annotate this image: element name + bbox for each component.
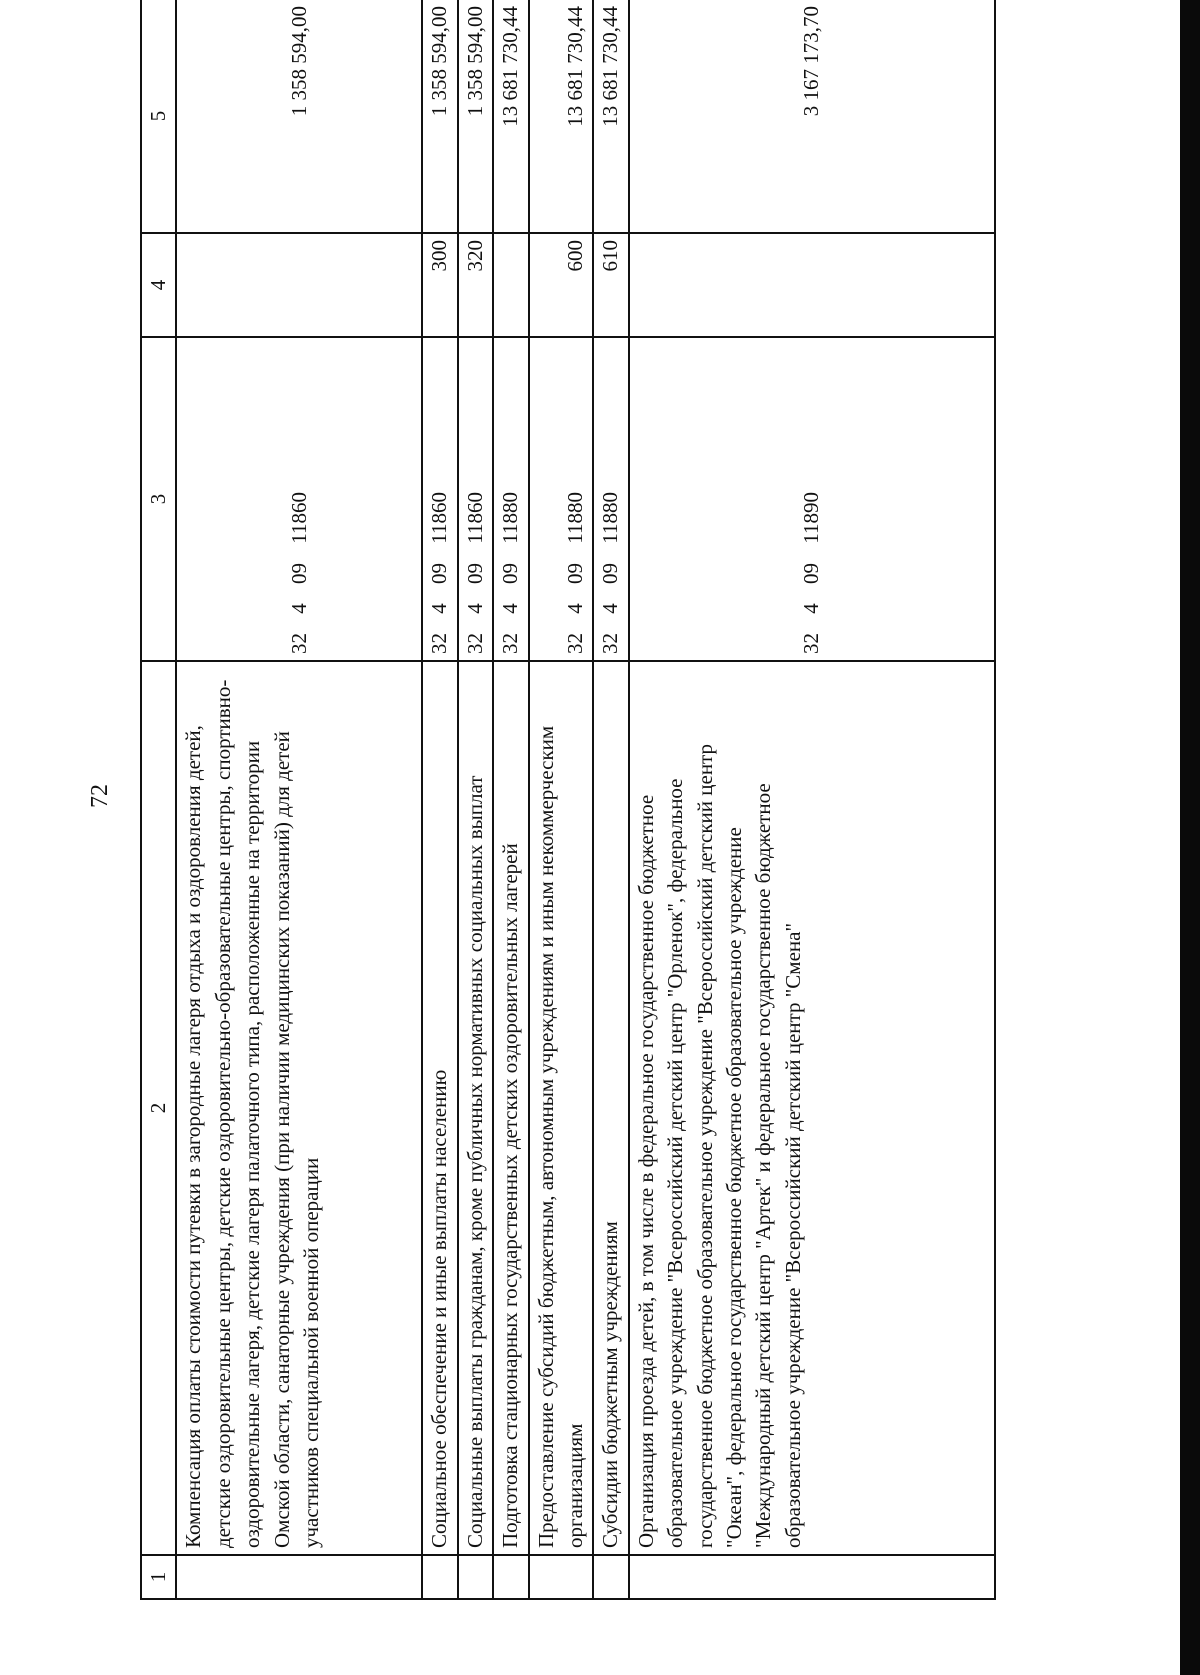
row-description: Социальные выплаты гражданам, кроме публичных нормативных социальных выплат <box>458 661 493 1555</box>
row-code: 32 4 09 11860 <box>422 337 457 661</box>
row-code: 32 4 09 11880 <box>529 337 594 661</box>
row-code: 32 4 09 11880 <box>593 337 628 661</box>
scan-edge-bar <box>1180 0 1200 1675</box>
row-amount: 1 358 594,00 <box>422 0 457 233</box>
row-num-cell <box>422 1555 457 1599</box>
row-expense-type: 610 <box>593 233 628 337</box>
row-expense-type <box>493 233 528 337</box>
table-row <box>458 0 493 1599</box>
row-amount: 13 681 730,44 <box>493 0 528 233</box>
row-code: 32 4 09 11890 <box>629 337 995 661</box>
table-row <box>593 0 628 1599</box>
row-expense-type: 320 <box>458 233 493 337</box>
header-col-2: 2 <box>141 661 176 1555</box>
row-expense-type <box>629 233 995 337</box>
row-num-cell <box>176 1555 422 1599</box>
row-description: Компенсация оплаты стоимости путевки в загородные лагеря отдыха и оздоровления детей, детские оздоровительные центры, детские оздоровительно-образовательные центры, спортивно-оздоровительные лагеря, детские лагеря палаточного типа, расположенные на территории Омской области, санаторные учреждения (при наличии медицинских показаний) для детей участников специальной военной операции <box>176 661 422 1555</box>
row-description: Организация проезда детей, в том числе в федеральное государственное бюджетное образовательное учреждение "Всероссийский детский центр "Орленок", федеральное государственное бюджетное образовательное учреждение "Всероссийский детский центр "Океан", федеральное государственное бюджетное образовательное учреждение "Международный детский центр "Артек" и федеральное государственное бюджетное образовательное учреждение "Всероссийский детский центр "Смена" <box>629 661 995 1555</box>
row-amount: 1 358 594,00 <box>458 0 493 233</box>
row-code: 32 4 09 11880 <box>493 337 528 661</box>
header-col-1: 1 <box>141 1555 176 1599</box>
table-row <box>493 0 528 1599</box>
row-description: Подготовка стационарных государственных детских оздоровительных лагерей <box>493 661 528 1555</box>
row-description: Социальное обеспечение и иные выплаты населению <box>422 661 457 1555</box>
row-num-cell <box>593 1555 628 1599</box>
header-col-4: 4 <box>141 233 176 337</box>
row-amount: 3 167 173,70 <box>629 0 995 233</box>
row-num-cell <box>529 1555 594 1599</box>
row-expense-type: 600 <box>529 233 594 337</box>
header-col-3: 3 <box>141 337 176 661</box>
row-expense-type <box>176 233 422 337</box>
budget-table <box>140 0 996 1600</box>
table-header-row <box>141 0 176 1599</box>
budget-table-rotated <box>140 6 1155 1600</box>
row-num-cell <box>629 1555 995 1599</box>
row-description: Предоставление субсидий бюджетным, автономным учреждениям и иным некоммерческим организациям <box>529 661 594 1555</box>
row-code: 32 4 09 11860 <box>176 337 422 661</box>
table-row <box>529 0 594 1599</box>
row-amount: 13 681 730,44 <box>529 0 594 233</box>
row-expense-type: 300 <box>422 233 457 337</box>
row-amount: 13 681 730,44 <box>593 0 628 233</box>
page-number: 72 <box>87 784 113 808</box>
row-num-cell <box>458 1555 493 1599</box>
table-row <box>422 0 457 1599</box>
table-row <box>629 0 995 1599</box>
row-code: 32 4 09 11860 <box>458 337 493 661</box>
row-num-cell <box>493 1555 528 1599</box>
header-col-5: 5 <box>141 0 176 233</box>
row-description: Субсидии бюджетным учреждениям <box>593 661 628 1555</box>
row-amount: 1 358 594,00 <box>176 0 422 233</box>
table-row <box>176 0 422 1599</box>
